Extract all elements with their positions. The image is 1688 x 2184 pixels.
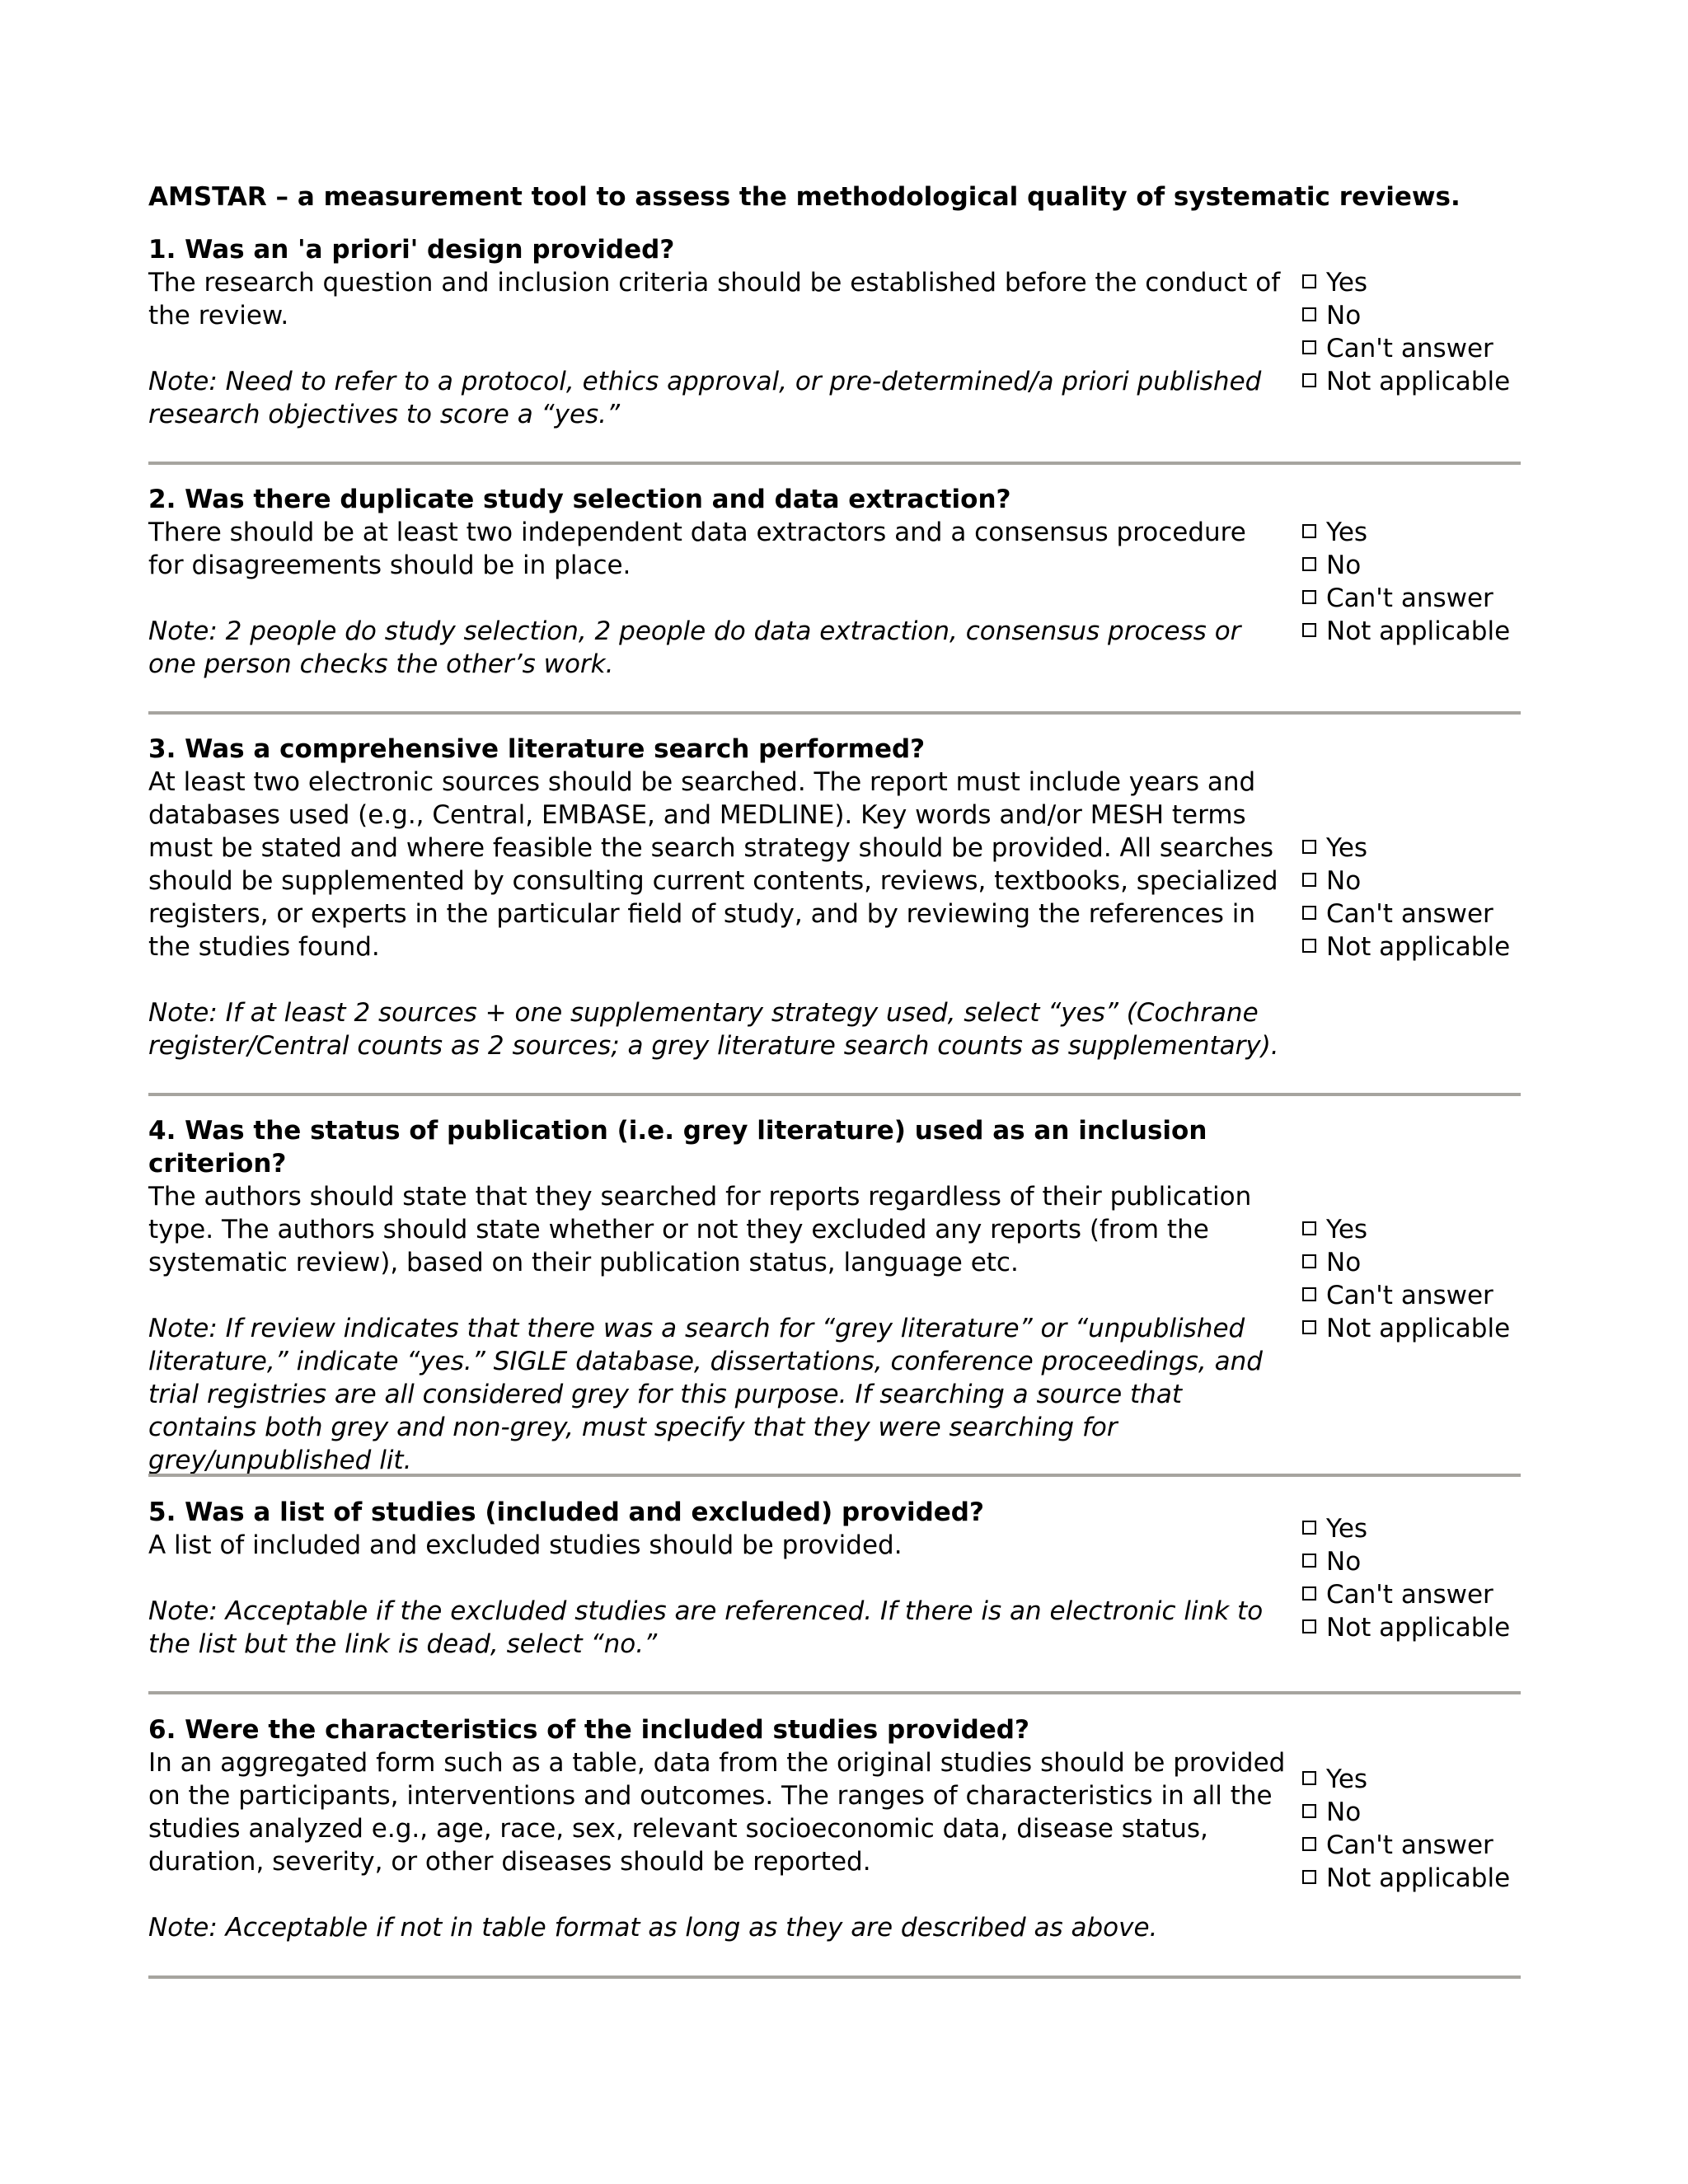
question-4-options — [1302, 1213, 1550, 1345]
checkbox-icon[interactable] — [1302, 1771, 1316, 1785]
question-6-option-no[interactable] — [1302, 1796, 1550, 1829]
section-divider — [148, 1093, 1521, 1096]
checkbox-icon[interactable] — [1302, 1521, 1316, 1535]
question-4-option-yes[interactable] — [1302, 1213, 1550, 1246]
question-2-note: Note: 2 people do study selection, 2 people do data extraction, consensus process or one person checks the other’s work. — [148, 616, 1241, 679]
question-2-option-yes[interactable] — [1302, 516, 1550, 549]
checkbox-icon[interactable] — [1302, 873, 1316, 887]
question-5-description: A list of included and excluded studies should be provided. — [148, 1530, 903, 1560]
checkbox-icon[interactable] — [1302, 1586, 1316, 1601]
option-label: Yes — [1326, 1765, 1368, 1794]
option-label: Not applicable — [1326, 616, 1511, 646]
section-divider — [148, 1975, 1521, 1979]
question-6-options — [1302, 1763, 1550, 1895]
section-divider — [148, 462, 1521, 465]
question-5-option-not-applicable[interactable] — [1302, 1611, 1550, 1644]
checkbox-icon[interactable] — [1302, 906, 1316, 920]
question-5-option-cant-answer[interactable] — [1302, 1578, 1550, 1611]
question-3 — [148, 733, 1517, 1062]
checkbox-icon[interactable] — [1302, 1254, 1316, 1268]
question-4 — [148, 1114, 1517, 1477]
checkbox-icon[interactable] — [1302, 373, 1316, 387]
option-label: No — [1326, 301, 1362, 330]
question-6-option-yes[interactable] — [1302, 1763, 1550, 1796]
question-4-body — [148, 1114, 1286, 1477]
option-label: Not applicable — [1326, 1863, 1511, 1893]
question-2-option-no[interactable] — [1302, 549, 1550, 582]
option-label: Yes — [1326, 518, 1368, 547]
option-label: No — [1326, 866, 1362, 896]
question-2-options — [1302, 516, 1550, 648]
section-divider — [148, 711, 1521, 715]
question-1-body — [148, 233, 1286, 431]
question-3-option-no[interactable] — [1302, 865, 1550, 898]
question-1-description: The research question and inclusion criteria should be established before the conduct of the review. — [148, 268, 1281, 330]
option-label: Yes — [1326, 833, 1368, 863]
question-5-options — [1302, 1512, 1550, 1644]
question-4-note: Note: If review indicates that there was a search for “grey literature” or “unpublished literature,” indicate “yes.” SIGLE database, dissertations, conference proceedings, and trial registries are all considered grey for this purpose. If searching a source that contains both grey and non-grey, must specify that they were searching for grey/unpublished lit. — [148, 1314, 1263, 1475]
question-5-option-yes[interactable] — [1302, 1512, 1550, 1545]
checkbox-icon[interactable] — [1302, 340, 1316, 354]
section-divider — [148, 1474, 1521, 1477]
option-label: Can't answer — [1326, 1281, 1493, 1310]
question-3-description: At least two electronic sources should be searched. The report must include years and databases used (e.g., Central, EMBASE, and MEDLINE). Key words and/or MESH terms must be stated and where feasible the search strategy should be provided. All searches should be supplemented by consulting current contents, reviews, textbooks, specialized registers, or experts in the particular field of study, and by reviewing the references in the studies found. — [148, 767, 1278, 962]
document-title: AMSTAR – a measurement tool to assess the methodological quality of systematic reviews. — [148, 182, 1461, 212]
question-6-body — [148, 1713, 1286, 1944]
question-5-note: Note: Acceptable if the excluded studies are referenced. If there is an electronic link to the list but the link is dead, select “no.” — [148, 1596, 1264, 1659]
question-1 — [148, 233, 1517, 431]
checkbox-icon[interactable] — [1302, 623, 1316, 637]
question-6-option-not-applicable[interactable] — [1302, 1862, 1550, 1895]
question-2-option-cant-answer[interactable] — [1302, 582, 1550, 615]
option-label: Yes — [1326, 1514, 1368, 1544]
option-label: Can't answer — [1326, 899, 1493, 929]
option-label: No — [1326, 1797, 1362, 1827]
question-2-heading: 2. Was there duplicate study selection and data extraction? — [148, 485, 1011, 514]
question-2-body — [148, 483, 1286, 681]
question-1-option-cant-answer[interactable] — [1302, 332, 1550, 365]
option-label: Not applicable — [1326, 1314, 1511, 1343]
question-5-option-no[interactable] — [1302, 1545, 1550, 1578]
question-6-description: In an aggregated form such as a table, data from the original studies should be provided on the participants, interventions and outcomes. The ranges of characteristics in all the studies analyzed e.g., age, race, sex, relevant socioeconomic data, disease status, duration, severity, or other diseases should be reported. — [148, 1748, 1286, 1877]
question-1-option-yes[interactable] — [1302, 266, 1550, 299]
question-5-body — [148, 1496, 1286, 1661]
question-1-options — [1302, 266, 1550, 398]
option-label: Can't answer — [1326, 1580, 1493, 1610]
question-3-note: Note: If at least 2 sources + one supplementary strategy used, select “yes” (Cochrane register/Central counts as 2 sources; a grey literature search counts as supplementary). — [148, 998, 1279, 1061]
question-4-option-no[interactable] — [1302, 1246, 1550, 1279]
option-label: Yes — [1326, 1215, 1368, 1244]
question-3-option-not-applicable[interactable] — [1302, 930, 1550, 963]
question-5-heading: 5. Was a list of studies (included and excluded) provided? — [148, 1497, 984, 1527]
checkbox-icon[interactable] — [1302, 1554, 1316, 1568]
checkbox-icon[interactable] — [1302, 1804, 1316, 1818]
question-6-option-cant-answer[interactable] — [1302, 1829, 1550, 1862]
checkbox-icon[interactable] — [1302, 1870, 1316, 1884]
checkbox-icon[interactable] — [1302, 1320, 1316, 1334]
option-label: No — [1326, 551, 1362, 580]
checkbox-icon[interactable] — [1302, 1287, 1316, 1301]
checkbox-icon[interactable] — [1302, 557, 1316, 571]
checkbox-icon[interactable] — [1302, 307, 1316, 321]
section-divider — [148, 1691, 1521, 1694]
option-label: No — [1326, 1547, 1362, 1577]
question-5 — [148, 1496, 1517, 1661]
option-label: Not applicable — [1326, 932, 1511, 962]
question-3-option-cant-answer[interactable] — [1302, 898, 1550, 930]
checkbox-icon[interactable] — [1302, 840, 1316, 854]
checkbox-icon[interactable] — [1302, 1221, 1316, 1235]
question-1-option-no[interactable] — [1302, 299, 1550, 332]
checkbox-icon[interactable] — [1302, 939, 1316, 953]
question-6-note: Note: Acceptable if not in table format as long as they are described as above. — [148, 1913, 1158, 1943]
question-6 — [148, 1713, 1517, 1944]
option-label: Not applicable — [1326, 367, 1511, 396]
question-4-description: The authors should state that they searched for reports regardless of their publication type. The authors should state whether or not they excluded any reports (from the systematic review), based on their publication status, language etc. — [148, 1182, 1252, 1277]
option-label: No — [1326, 1248, 1362, 1277]
option-label: Not applicable — [1326, 1613, 1511, 1643]
option-label: Yes — [1326, 268, 1368, 298]
question-4-option-not-applicable[interactable] — [1302, 1312, 1550, 1345]
question-4-heading: 4. Was the status of publication (i.e. grey literature) used as an inclusion criterion? — [148, 1116, 1207, 1179]
checkbox-icon[interactable] — [1302, 1619, 1316, 1633]
checkbox-icon[interactable] — [1302, 524, 1316, 538]
question-3-body — [148, 733, 1286, 1062]
question-2-description: There should be at least two independent data extractors and a consensus procedure for disagreements should be in place. — [148, 518, 1246, 580]
option-label: Can't answer — [1326, 334, 1493, 363]
checkbox-icon[interactable] — [1302, 1837, 1316, 1851]
option-label: Can't answer — [1326, 1830, 1493, 1860]
question-3-heading: 3. Was a comprehensive literature search performed? — [148, 734, 926, 764]
checkbox-icon[interactable] — [1302, 274, 1316, 288]
question-6-heading: 6. Were the characteristics of the included studies provided? — [148, 1715, 1029, 1745]
question-2-option-not-applicable[interactable] — [1302, 615, 1550, 648]
question-4-option-cant-answer[interactable] — [1302, 1279, 1550, 1312]
checkbox-icon[interactable] — [1302, 590, 1316, 604]
question-3-option-yes[interactable] — [1302, 832, 1550, 865]
question-1-heading: 1. Was an 'a priori' design provided? — [148, 235, 675, 265]
question-3-options — [1302, 832, 1550, 963]
question-1-note: Note: Need to refer to a protocol, ethics approval, or pre-determined/a priori published research objectives to score a “yes.” — [148, 367, 1262, 429]
option-label: Can't answer — [1326, 583, 1493, 613]
question-1-option-not-applicable[interactable] — [1302, 365, 1550, 398]
question-2 — [148, 483, 1517, 681]
